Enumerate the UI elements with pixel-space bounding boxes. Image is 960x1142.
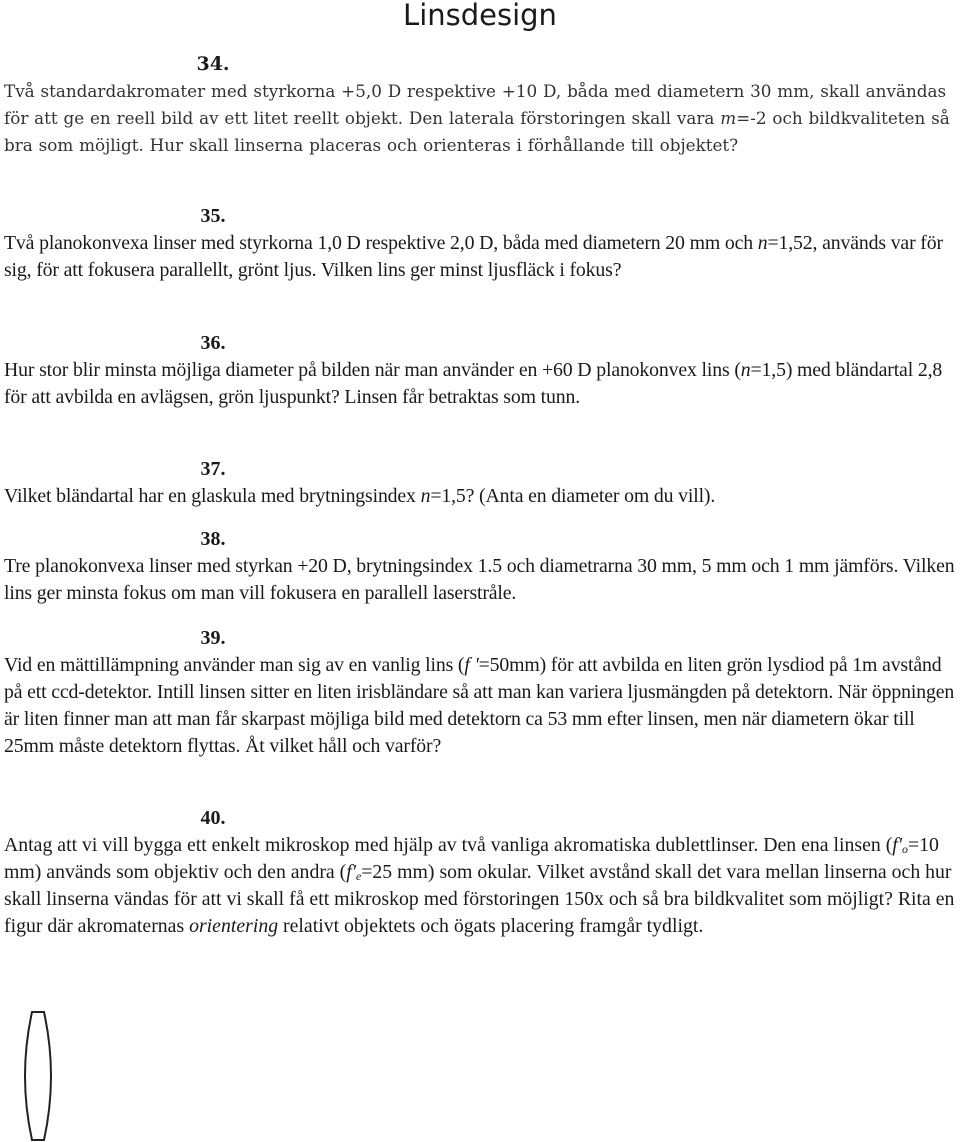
variable-f-prime-e: $f'_e$ [346,861,362,883]
problem-35 [4,202,956,284]
variable-n: n [740,359,751,381]
problem-number: 35. [200,205,226,227]
problem-text: Hur stor blir minsta möjliga diameter på bilden när man använder en +60 D planokonvex lins (n=1,5) med bländartal 2,8 för att avbilda en avlägsen, grön ljuspunkt? Linsen får betraktas som tunn. [4,359,943,408]
problem-37 [4,455,956,510]
problem-number: 40. [200,807,226,829]
problem-text: Vid en mättillämpning använder man sig av en vanlig lins (f '=50mm) för att avbilda en liten grön lysdiod på 1m avstånd på ett ccd-detektor. Intill linsen sitter en liten irisbländare så att man kan variera ljusmängden på detektorn. När öppningen är liten finner man att man får skarpast möjliga bild med detektorn ca 53 mm efter linsen, men när diametern ökar till 25mm måste detektorn flyttas. Åt vilket håll och varför? [4,654,955,757]
problem-number: 39. [200,627,226,649]
problem-34 [4,50,956,159]
problem-number: 34. [196,53,230,75]
problem-text: Två standardakromater med styrkorna +5,0 D respektive +10 D, båda med diametern 30 mm, skall användas för att ge en reell bild av ett litet reellt objekt. Den laterala förstoringen skall vara m=-2 och bildkvaliteten så bra som möjligt. Hur skall linserna placeras och orienteras i förhållande till objektet? [4,81,950,155]
problem-39 [4,624,956,760]
problem-text: Antag att vi vill bygga ett enkelt mikroskop med hjälp av två vanliga akromatiska dublettlinser. Den ena linsen ($f'_o=10$ mm) används som objektiv och den andra ($f'_e=25$ mm) som okular. Vilket avstånd skall det vara mellan linserna och hur skall linserna vändas för att vi skall få ett mikroskop med förstoringen 150x och så bra bildkvalitet som möjligt? Rita en figur där akromaternas orientering relativt objektets och ögats placering framgår tydligt. [4,834,955,937]
problem-40 [4,804,956,940]
problem-36 [4,329,956,411]
variable-f-prime: f ' [464,654,479,676]
page-title: Linsdesign [403,0,557,32]
problem-text: Vilket bländartal har en glaskula med brytningsindex n=1,5? (Anta en diameter om du vill). [4,485,716,507]
variable-m: m [720,108,737,128]
biconvex-lens-figure [18,1010,58,1142]
problem-number: 36. [200,332,226,354]
problem-number: 37. [200,458,226,480]
variable-n: n [420,485,431,507]
emphasis-orientering: orientering [189,915,279,937]
problem-38 [4,525,956,607]
variable-n: n [757,232,768,254]
problem-text: Tre planokonvexa linser med styrkan +20 D, brytningsindex 1.5 och diametrarna 30 mm, 5 mm och 1 mm jämförs. Vilken lins ger minsta fokus om man vill fokusera en parallell laserstråle. [4,555,955,604]
variable-f-prime-o: $f'_o$ [892,834,908,856]
problem-number: 38. [200,528,226,550]
problem-text: Två planokonvexa linser med styrkorna 1,0 D respektive 2,0 D, båda med diametern 20 mm och n=1,52, används var för sig, för att fokusera parallellt, grönt ljus. Vilken lins ger minst ljusfläck i fokus? [4,232,943,281]
